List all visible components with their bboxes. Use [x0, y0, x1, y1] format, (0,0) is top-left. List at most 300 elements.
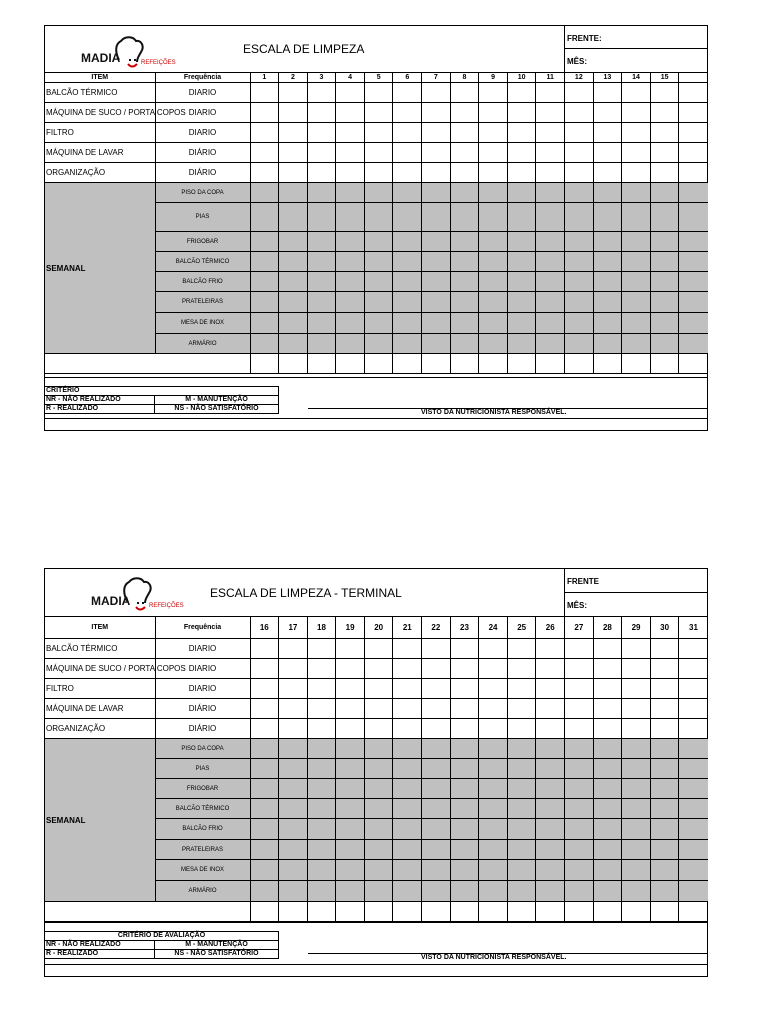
check-cell[interactable]: [565, 354, 594, 374]
check-cell[interactable]: [507, 334, 536, 354]
check-cell[interactable]: [650, 679, 679, 699]
check-cell[interactable]: [422, 183, 451, 203]
check-cell[interactable]: [650, 103, 679, 123]
check-cell[interactable]: [336, 659, 365, 679]
check-cell[interactable]: [565, 759, 594, 779]
check-cell[interactable]: [507, 354, 536, 374]
check-cell[interactable]: [507, 292, 536, 313]
check-cell[interactable]: [593, 354, 622, 374]
check-cell[interactable]: [450, 759, 479, 779]
check-cell[interactable]: [479, 203, 508, 232]
check-cell[interactable]: [565, 779, 594, 799]
check-cell[interactable]: [307, 143, 336, 163]
check-cell[interactable]: [593, 659, 622, 679]
check-cell[interactable]: [479, 799, 508, 819]
check-cell[interactable]: [536, 819, 565, 840]
check-cell[interactable]: [650, 719, 679, 739]
check-cell[interactable]: [679, 232, 708, 252]
check-cell[interactable]: [336, 252, 365, 272]
check-cell[interactable]: [364, 232, 393, 252]
check-cell[interactable]: [650, 819, 679, 840]
check-cell[interactable]: [479, 739, 508, 759]
check-cell[interactable]: [450, 83, 479, 103]
check-cell[interactable]: [593, 639, 622, 659]
check-cell[interactable]: [565, 799, 594, 819]
check-cell[interactable]: [679, 354, 708, 374]
check-cell[interactable]: [507, 739, 536, 759]
check-cell[interactable]: [650, 292, 679, 313]
check-cell[interactable]: [593, 103, 622, 123]
check-cell[interactable]: [279, 292, 308, 313]
check-cell[interactable]: [479, 860, 508, 881]
check-cell[interactable]: [393, 203, 422, 232]
check-cell[interactable]: [422, 799, 451, 819]
check-cell[interactable]: [393, 819, 422, 840]
check-cell[interactable]: [536, 779, 565, 799]
check-cell[interactable]: [593, 83, 622, 103]
check-cell[interactable]: [364, 759, 393, 779]
check-cell[interactable]: [393, 354, 422, 374]
check-cell[interactable]: [622, 143, 651, 163]
check-cell[interactable]: [250, 163, 279, 183]
check-cell[interactable]: [479, 232, 508, 252]
check-cell[interactable]: [307, 902, 336, 922]
check-cell[interactable]: [622, 840, 651, 860]
check-cell[interactable]: [536, 902, 565, 922]
check-cell[interactable]: [507, 83, 536, 103]
check-cell[interactable]: [364, 699, 393, 719]
check-cell[interactable]: [279, 143, 308, 163]
check-cell[interactable]: [679, 679, 708, 699]
check-cell[interactable]: [565, 183, 594, 203]
check-cell[interactable]: [422, 163, 451, 183]
check-cell[interactable]: [622, 739, 651, 759]
check-cell[interactable]: [393, 881, 422, 902]
check-cell[interactable]: [393, 679, 422, 699]
check-cell[interactable]: [565, 334, 594, 354]
check-cell[interactable]: [536, 292, 565, 313]
check-cell[interactable]: [479, 143, 508, 163]
check-cell[interactable]: [336, 203, 365, 232]
check-cell[interactable]: [536, 143, 565, 163]
check-cell[interactable]: [250, 313, 279, 334]
check-cell[interactable]: [393, 902, 422, 922]
check-cell[interactable]: [622, 354, 651, 374]
check-cell[interactable]: [536, 203, 565, 232]
check-cell[interactable]: [507, 902, 536, 922]
check-cell[interactable]: [565, 252, 594, 272]
check-cell[interactable]: [336, 163, 365, 183]
check-cell[interactable]: [650, 203, 679, 232]
frente-field[interactable]: FRENTE: [565, 569, 708, 593]
check-cell[interactable]: [565, 739, 594, 759]
check-cell[interactable]: [364, 779, 393, 799]
check-cell[interactable]: [507, 881, 536, 902]
check-cell[interactable]: [679, 860, 708, 881]
check-cell[interactable]: [250, 334, 279, 354]
check-cell[interactable]: [393, 83, 422, 103]
check-cell[interactable]: [279, 232, 308, 252]
check-cell[interactable]: [422, 819, 451, 840]
check-cell[interactable]: [336, 779, 365, 799]
check-cell[interactable]: [622, 232, 651, 252]
check-cell[interactable]: [565, 143, 594, 163]
check-cell[interactable]: [679, 313, 708, 334]
check-cell[interactable]: [364, 659, 393, 679]
check-cell[interactable]: [422, 203, 451, 232]
check-cell[interactable]: [622, 123, 651, 143]
check-cell[interactable]: [279, 183, 308, 203]
check-cell[interactable]: [307, 759, 336, 779]
check-cell[interactable]: [422, 292, 451, 313]
check-cell[interactable]: [565, 699, 594, 719]
check-cell[interactable]: [279, 334, 308, 354]
check-cell[interactable]: [364, 313, 393, 334]
check-cell[interactable]: [393, 163, 422, 183]
check-cell[interactable]: [479, 252, 508, 272]
check-cell[interactable]: [279, 272, 308, 292]
check-cell[interactable]: [393, 860, 422, 881]
check-cell[interactable]: [679, 143, 708, 163]
check-cell[interactable]: [679, 252, 708, 272]
check-cell[interactable]: [250, 819, 279, 840]
check-cell[interactable]: [279, 313, 308, 334]
check-cell[interactable]: [507, 699, 536, 719]
check-cell[interactable]: [565, 313, 594, 334]
check-cell[interactable]: [479, 272, 508, 292]
check-cell[interactable]: [364, 292, 393, 313]
check-cell[interactable]: [336, 819, 365, 840]
check-cell[interactable]: [507, 639, 536, 659]
check-cell[interactable]: [307, 679, 336, 699]
check-cell[interactable]: [336, 679, 365, 699]
check-cell[interactable]: [479, 779, 508, 799]
check-cell[interactable]: [536, 313, 565, 334]
check-cell[interactable]: [565, 639, 594, 659]
check-cell[interactable]: [679, 83, 708, 103]
check-cell[interactable]: [307, 659, 336, 679]
check-cell[interactable]: [250, 759, 279, 779]
check-cell[interactable]: [307, 313, 336, 334]
check-cell[interactable]: [536, 739, 565, 759]
check-cell[interactable]: [622, 881, 651, 902]
check-cell[interactable]: [507, 799, 536, 819]
check-cell[interactable]: [593, 819, 622, 840]
check-cell[interactable]: [422, 779, 451, 799]
check-cell[interactable]: [364, 103, 393, 123]
check-cell[interactable]: [307, 819, 336, 840]
check-cell[interactable]: [450, 659, 479, 679]
check-cell[interactable]: [450, 203, 479, 232]
check-cell[interactable]: [622, 819, 651, 840]
check-cell[interactable]: [336, 739, 365, 759]
check-cell[interactable]: [536, 123, 565, 143]
frente-field[interactable]: FRENTE:: [565, 26, 708, 49]
check-cell[interactable]: [622, 759, 651, 779]
check-cell[interactable]: [279, 123, 308, 143]
check-cell[interactable]: [507, 719, 536, 739]
check-cell[interactable]: [650, 163, 679, 183]
check-cell[interactable]: [593, 679, 622, 699]
check-cell[interactable]: [307, 799, 336, 819]
check-cell[interactable]: [422, 252, 451, 272]
check-cell[interactable]: [336, 354, 365, 374]
check-cell[interactable]: [307, 103, 336, 123]
check-cell[interactable]: [393, 252, 422, 272]
check-cell[interactable]: [393, 313, 422, 334]
check-cell[interactable]: [479, 313, 508, 334]
check-cell[interactable]: [307, 881, 336, 902]
check-cell[interactable]: [650, 799, 679, 819]
check-cell[interactable]: [650, 252, 679, 272]
check-cell[interactable]: [307, 123, 336, 143]
check-cell[interactable]: [364, 123, 393, 143]
check-cell[interactable]: [650, 272, 679, 292]
check-cell[interactable]: [250, 183, 279, 203]
check-cell[interactable]: [450, 123, 479, 143]
check-cell[interactable]: [336, 83, 365, 103]
check-cell[interactable]: [593, 163, 622, 183]
check-cell[interactable]: [479, 103, 508, 123]
check-cell[interactable]: [593, 252, 622, 272]
check-cell[interactable]: [650, 739, 679, 759]
check-cell[interactable]: [279, 902, 308, 922]
check-cell[interactable]: [479, 902, 508, 922]
check-cell[interactable]: [679, 183, 708, 203]
check-cell[interactable]: [479, 719, 508, 739]
check-cell[interactable]: [364, 143, 393, 163]
check-cell[interactable]: [364, 334, 393, 354]
check-cell[interactable]: [650, 183, 679, 203]
check-cell[interactable]: [650, 639, 679, 659]
check-cell[interactable]: [679, 123, 708, 143]
check-cell[interactable]: [593, 334, 622, 354]
check-cell[interactable]: [593, 143, 622, 163]
check-cell[interactable]: [650, 902, 679, 922]
check-cell[interactable]: [679, 292, 708, 313]
check-cell[interactable]: [507, 860, 536, 881]
check-cell[interactable]: [536, 881, 565, 902]
check-cell[interactable]: [679, 639, 708, 659]
check-cell[interactable]: [536, 659, 565, 679]
check-cell[interactable]: [450, 719, 479, 739]
check-cell[interactable]: [622, 679, 651, 699]
check-cell[interactable]: [422, 659, 451, 679]
check-cell[interactable]: [450, 183, 479, 203]
check-cell[interactable]: [307, 183, 336, 203]
check-cell[interactable]: [565, 840, 594, 860]
check-cell[interactable]: [336, 799, 365, 819]
check-cell[interactable]: [250, 143, 279, 163]
check-cell[interactable]: [364, 83, 393, 103]
check-cell[interactable]: [307, 860, 336, 881]
check-cell[interactable]: [364, 860, 393, 881]
check-cell[interactable]: [536, 759, 565, 779]
check-cell[interactable]: [593, 799, 622, 819]
check-cell[interactable]: [250, 860, 279, 881]
check-cell[interactable]: [336, 334, 365, 354]
check-cell[interactable]: [422, 83, 451, 103]
check-cell[interactable]: [450, 902, 479, 922]
check-cell[interactable]: [507, 183, 536, 203]
check-cell[interactable]: [650, 83, 679, 103]
check-cell[interactable]: [479, 292, 508, 313]
check-cell[interactable]: [250, 354, 279, 374]
check-cell[interactable]: [593, 123, 622, 143]
check-cell[interactable]: [536, 334, 565, 354]
check-cell[interactable]: [450, 232, 479, 252]
check-cell[interactable]: [622, 272, 651, 292]
check-cell[interactable]: [536, 639, 565, 659]
check-cell[interactable]: [565, 679, 594, 699]
check-cell[interactable]: [450, 739, 479, 759]
check-cell[interactable]: [450, 840, 479, 860]
check-cell[interactable]: [450, 699, 479, 719]
check-cell[interactable]: [450, 860, 479, 881]
check-cell[interactable]: [565, 860, 594, 881]
check-cell[interactable]: [565, 103, 594, 123]
check-cell[interactable]: [650, 659, 679, 679]
check-cell[interactable]: [622, 799, 651, 819]
check-cell[interactable]: [679, 272, 708, 292]
check-cell[interactable]: [450, 819, 479, 840]
check-cell[interactable]: [393, 759, 422, 779]
check-cell[interactable]: [450, 679, 479, 699]
check-cell[interactable]: [364, 203, 393, 232]
check-cell[interactable]: [364, 272, 393, 292]
check-cell[interactable]: [307, 354, 336, 374]
check-cell[interactable]: [307, 203, 336, 232]
check-cell[interactable]: [536, 719, 565, 739]
check-cell[interactable]: [307, 83, 336, 103]
check-cell[interactable]: [679, 203, 708, 232]
check-cell[interactable]: [650, 334, 679, 354]
check-cell[interactable]: [250, 881, 279, 902]
check-cell[interactable]: [536, 799, 565, 819]
check-cell[interactable]: [565, 819, 594, 840]
check-cell[interactable]: [507, 679, 536, 699]
check-cell[interactable]: [279, 639, 308, 659]
check-cell[interactable]: [650, 840, 679, 860]
check-cell[interactable]: [250, 799, 279, 819]
check-cell[interactable]: [250, 902, 279, 922]
check-cell[interactable]: [364, 799, 393, 819]
check-cell[interactable]: [650, 759, 679, 779]
check-cell[interactable]: [479, 840, 508, 860]
check-cell[interactable]: [679, 719, 708, 739]
mes-field[interactable]: MÊS:: [567, 600, 587, 610]
check-cell[interactable]: [507, 840, 536, 860]
check-cell[interactable]: [679, 799, 708, 819]
check-cell[interactable]: [450, 799, 479, 819]
check-cell[interactable]: [536, 252, 565, 272]
check-cell[interactable]: [422, 739, 451, 759]
check-cell[interactable]: [479, 123, 508, 143]
check-cell[interactable]: [250, 292, 279, 313]
check-cell[interactable]: [622, 639, 651, 659]
check-cell[interactable]: [307, 252, 336, 272]
check-cell[interactable]: [279, 719, 308, 739]
check-cell[interactable]: [507, 759, 536, 779]
check-cell[interactable]: [679, 902, 708, 922]
check-cell[interactable]: [422, 313, 451, 334]
check-cell[interactable]: [450, 779, 479, 799]
check-cell[interactable]: [336, 699, 365, 719]
check-cell[interactable]: [393, 719, 422, 739]
check-cell[interactable]: [279, 699, 308, 719]
check-cell[interactable]: [622, 699, 651, 719]
check-cell[interactable]: [364, 819, 393, 840]
check-cell[interactable]: [593, 232, 622, 252]
check-cell[interactable]: [507, 203, 536, 232]
check-cell[interactable]: [536, 232, 565, 252]
check-cell[interactable]: [479, 881, 508, 902]
check-cell[interactable]: [279, 354, 308, 374]
check-cell[interactable]: [593, 902, 622, 922]
check-cell[interactable]: [307, 739, 336, 759]
check-cell[interactable]: [393, 659, 422, 679]
check-cell[interactable]: [593, 840, 622, 860]
check-cell[interactable]: [479, 354, 508, 374]
check-cell[interactable]: [364, 881, 393, 902]
check-cell[interactable]: [450, 143, 479, 163]
check-cell[interactable]: [679, 163, 708, 183]
check-cell[interactable]: [679, 699, 708, 719]
check-cell[interactable]: [364, 163, 393, 183]
check-cell[interactable]: [307, 334, 336, 354]
check-cell[interactable]: [507, 779, 536, 799]
check-cell[interactable]: [250, 840, 279, 860]
check-cell[interactable]: [593, 183, 622, 203]
check-cell[interactable]: [679, 819, 708, 840]
check-cell[interactable]: [565, 163, 594, 183]
check-cell[interactable]: [279, 679, 308, 699]
check-cell[interactable]: [593, 272, 622, 292]
check-cell[interactable]: [679, 739, 708, 759]
check-cell[interactable]: [279, 860, 308, 881]
check-cell[interactable]: [622, 860, 651, 881]
check-cell[interactable]: [650, 143, 679, 163]
check-cell[interactable]: [279, 103, 308, 123]
check-cell[interactable]: [479, 83, 508, 103]
check-cell[interactable]: [393, 292, 422, 313]
check-cell[interactable]: [507, 313, 536, 334]
check-cell[interactable]: [336, 881, 365, 902]
check-cell[interactable]: [336, 143, 365, 163]
check-cell[interactable]: [250, 232, 279, 252]
check-cell[interactable]: [422, 759, 451, 779]
check-cell[interactable]: [279, 819, 308, 840]
check-cell[interactable]: [279, 799, 308, 819]
check-cell[interactable]: [622, 334, 651, 354]
check-cell[interactable]: [393, 779, 422, 799]
check-cell[interactable]: [250, 123, 279, 143]
check-cell[interactable]: [307, 699, 336, 719]
check-cell[interactable]: [479, 699, 508, 719]
check-cell[interactable]: [479, 334, 508, 354]
check-cell[interactable]: [393, 123, 422, 143]
check-cell[interactable]: [364, 252, 393, 272]
check-cell[interactable]: [479, 759, 508, 779]
check-cell[interactable]: [307, 779, 336, 799]
check-cell[interactable]: [393, 334, 422, 354]
check-cell[interactable]: [364, 719, 393, 739]
check-cell[interactable]: [336, 272, 365, 292]
check-cell[interactable]: [650, 860, 679, 881]
check-cell[interactable]: [536, 103, 565, 123]
check-cell[interactable]: [622, 902, 651, 922]
check-cell[interactable]: [393, 143, 422, 163]
